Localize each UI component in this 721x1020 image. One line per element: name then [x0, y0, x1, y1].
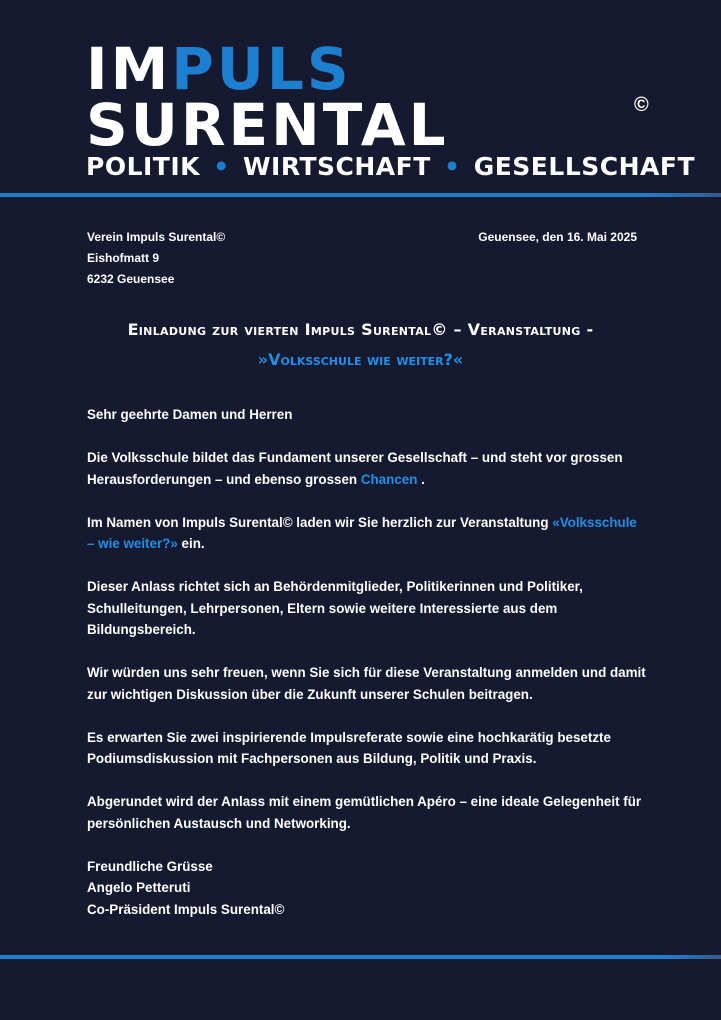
sender-address: [87, 227, 225, 290]
footer-divider: [0, 955, 721, 959]
logo-puls: PULS: [171, 35, 352, 103]
logo: [86, 35, 666, 159]
paragraph-intro: [87, 447, 647, 490]
logo-line-impuls: [86, 35, 666, 103]
letter-subtitle: »Volksschule wie weiter?«: [257, 350, 464, 369]
paragraph-registration: Wir würden uns sehr freuen, wenn Sie sich für diese Veranstaltung anmelden und damit zur wichtigen Diskussion über die Zukunft unserer Schulen beitragen.: [87, 665, 646, 702]
logo-surental: SURENTAL: [86, 91, 449, 159]
sender-name: Verein Impuls Surental©: [87, 230, 226, 244]
tagline-wirtschaft: WIRTSCHAFT: [242, 152, 431, 181]
sender-city: 6232 Geuensee: [87, 272, 175, 286]
tagline: [86, 152, 695, 181]
tagline-separator: •: [444, 152, 461, 181]
paragraph-apero: Abgerundet wird der Anlass mit einem gemütlichen Apéro – eine ideale Gelegenheit für persönlichen Austausch und Networking.: [87, 794, 642, 831]
logo-im: IM: [86, 35, 172, 103]
tagline-gesellschaft: GESELLSCHAFT: [473, 152, 695, 181]
tagline-separator: •: [213, 152, 230, 181]
signer-role: Co-Präsident Impuls Surental©: [87, 901, 285, 917]
sender-street: Eishofmatt 9: [87, 251, 160, 265]
paragraph-invitation-text: Im Namen von Impuls Surental© laden wir Sie herzlich zur Veranstaltung: [87, 514, 553, 530]
paragraph-intro-end: .: [417, 471, 425, 487]
letter-body: [87, 404, 647, 920]
paragraph-intro-text: Die Volksschule bildet das Fundament unserer Gesellschaft – und steht vor grossen Herausforderungen – und ebenso grossen: [87, 450, 623, 487]
salutation: Sehr geehrte Damen und Herren: [87, 407, 293, 422]
tagline-politik: POLITIK: [86, 152, 201, 181]
paragraph-invitation: [87, 512, 647, 555]
paragraph-program: Es erwarten Sie zwei inspirierende Impulsreferate sowie eine hochkarätig besetzte Podiumsdiskussion mit Fachpersonen aus Bildung, Politik und Praxis.: [87, 729, 611, 766]
paragraph-audience: Dieser Anlass richtet sich an Behördenmitglieder, Politikerinnen und Politiker, Schulleitungen, Lehrpersonen, Eltern sowie weitere Interessierte aus dem Bildungsbereich.: [87, 579, 583, 637]
paragraph-invitation-end: ein.: [177, 536, 205, 551]
signature-block: [87, 856, 647, 921]
letter-date: Geuensee, den 16. Mai 2025: [478, 230, 637, 244]
signer-name: Angelo Petteruti: [87, 880, 191, 895]
logo-copyright-mark: ©: [634, 94, 649, 116]
letter-title: Einladung zur vierten Impuls Surental© – Veranstaltung -: [127, 320, 594, 339]
header-divider: [0, 193, 721, 197]
highlight-chancen: Chancen: [360, 471, 418, 487]
highlight-event-name: «Volksschule – wie weiter?»: [87, 514, 637, 551]
closing: Freundliche Grüsse: [87, 858, 213, 874]
